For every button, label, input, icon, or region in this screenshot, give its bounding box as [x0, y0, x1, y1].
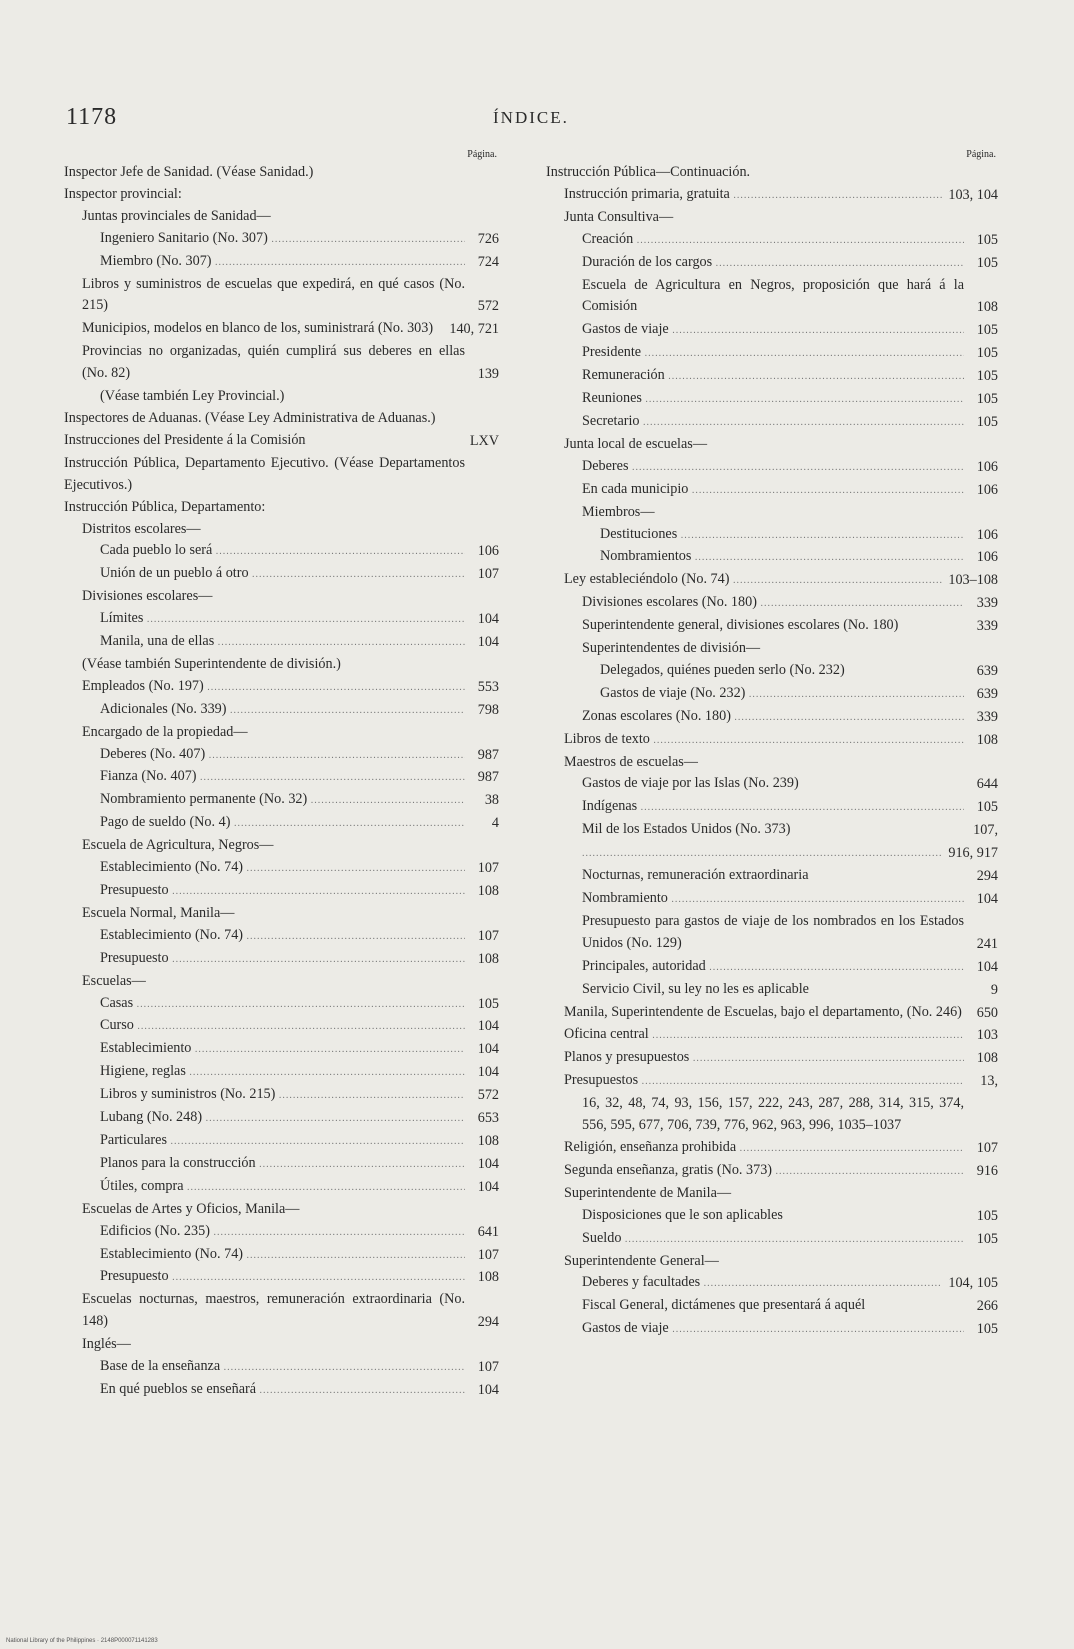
entry-text: Manila, Superintendente de Escuelas, bajo el departamento, (No. 246) — [564, 1003, 962, 1020]
entry-text: Unión de un pueblo á otro ..... — [100, 563, 465, 586]
index-entry — [64, 1176, 499, 1199]
entry-page-ref: 104, 105 — [948, 1275, 998, 1292]
entry-text: Escuelas nocturnas, maestros, remuneración extraordinaria (No. 148) — [82, 1291, 465, 1330]
entry-page-ref: 108 — [976, 731, 998, 748]
index-entry — [546, 162, 998, 184]
index-entry — [546, 1318, 998, 1341]
index-entry — [546, 729, 998, 752]
page-number: 1178 — [66, 104, 118, 130]
index-entry — [64, 925, 499, 948]
index-entry — [64, 341, 499, 386]
entry-text: Deberes (No. 407) ..... — [100, 744, 465, 767]
index-entry — [64, 206, 499, 228]
entry-page-ref: 105 — [976, 254, 998, 271]
entry-text: Manila, una de ellas ..... — [100, 631, 465, 654]
entry-text: Adicionales (No. 339) ..... — [100, 699, 465, 722]
entry-page-ref: 139 — [477, 366, 499, 383]
entry-text: Planos y presupuestos ..... — [564, 1047, 964, 1070]
entry-text: Pago de sueldo (No. 4) ..... — [100, 812, 465, 835]
index-entry — [64, 971, 499, 993]
entry-page-ref: 104 — [477, 1064, 499, 1081]
index-entry — [64, 835, 499, 857]
index-entry — [64, 162, 499, 184]
index-entry — [546, 1160, 998, 1183]
entry-text: Inspectores de Aduanas. (Véase Ley Administrativa de Aduanas.) — [64, 409, 436, 426]
index-entry — [64, 812, 499, 835]
entry-page-ref: 339 — [976, 595, 998, 612]
index-entry — [64, 430, 499, 453]
entry-page-ref: 106 — [976, 458, 998, 475]
index-entry — [546, 1047, 998, 1070]
index-entry — [546, 275, 998, 320]
index-entry — [64, 1038, 499, 1061]
entry-text: Gastos de viaje (No. 232) ..... — [600, 683, 964, 706]
entry-text: Presupuesto ..... — [100, 948, 465, 971]
entry-page-ref: 105 — [976, 345, 998, 362]
index-entry — [546, 1002, 998, 1025]
entry-text: Ley estableciéndolo (No. 74) ..... — [564, 569, 942, 592]
entry-page-ref: 339 — [976, 618, 998, 635]
entry-text: Distritos escolares— — [82, 520, 201, 537]
index-column-left — [64, 148, 499, 1402]
entry-text: Higiene, reglas ..... — [100, 1061, 465, 1084]
entry-text: Inspector provincial: — [64, 185, 182, 202]
index-entry — [64, 251, 499, 274]
entry-page-ref: 107 — [477, 1359, 499, 1376]
entry-text: Instrucción Pública, Departamento Ejecutivo. (Véase Departamentos Ejecutivos.) — [64, 454, 465, 493]
index-column-right — [546, 148, 998, 1341]
entry-text: Reuniones ..... — [582, 388, 964, 411]
index-entry — [64, 1015, 499, 1038]
entry-text: En qué pueblos se enseñará ..... — [100, 1379, 465, 1402]
entry-page-ref: 105 — [477, 995, 499, 1012]
entry-text: Útiles, compra ..... — [100, 1176, 465, 1199]
index-entry — [546, 706, 998, 729]
index-entry — [546, 1183, 998, 1205]
entry-text: (Véase también Ley Provincial.) — [100, 388, 285, 405]
entry-text: Instrucción primaria, gratuita ..... — [564, 184, 942, 207]
right-entry-list — [546, 162, 998, 1341]
entry-text: Límites ..... — [100, 608, 465, 631]
entry-text: Libros y suministros de escuelas que expedirá, en qué casos (No. 215) — [82, 275, 465, 314]
entry-page-ref: 639 — [976, 662, 998, 679]
index-entry — [64, 1221, 499, 1244]
entry-page-ref: 105 — [976, 1321, 998, 1338]
entry-page-ref: 108 — [976, 299, 998, 316]
entry-page-ref: 105 — [976, 413, 998, 430]
entry-page-ref: 104 — [976, 958, 998, 975]
index-entry — [546, 660, 998, 683]
index-entry — [64, 453, 499, 497]
entry-page-ref: 644 — [976, 776, 998, 793]
index-entry — [64, 699, 499, 722]
entry-text: (Véase también Superintendente de división.) — [82, 655, 341, 672]
index-entry — [546, 979, 998, 1002]
index-entry — [546, 434, 998, 456]
index-entry — [546, 1251, 998, 1273]
index-entry — [546, 229, 998, 252]
index-entry — [546, 819, 998, 842]
entry-page-ref: 107 — [477, 927, 499, 944]
entry-text: Principales, autoridad ..... — [582, 956, 964, 979]
index-entry — [546, 524, 998, 547]
entry-text: Establecimiento ..... — [100, 1038, 465, 1061]
index-entry — [64, 1107, 499, 1130]
index-entry — [546, 1295, 998, 1318]
entry-text: Deberes y facultades ..... — [582, 1272, 942, 1295]
index-entry — [546, 865, 998, 888]
entry-page-ref: 724 — [477, 253, 499, 270]
entry-text: Superintendente de Manila— — [564, 1184, 732, 1201]
pagina-column-label: Página. — [467, 149, 497, 160]
index-entry — [64, 948, 499, 971]
entry-text: Mil de los Estados Unidos (No. 373) — [582, 821, 791, 838]
index-entry — [64, 1289, 499, 1334]
index-entry — [546, 1024, 998, 1047]
index-entry — [546, 252, 998, 275]
index-entry — [64, 1061, 499, 1084]
index-entry — [64, 497, 499, 519]
entry-text: Empleados (No. 197) ..... — [82, 676, 465, 699]
index-entry — [64, 540, 499, 563]
index-entry — [64, 586, 499, 608]
entry-page-ref: 339 — [976, 708, 998, 725]
entry-page-ref: 104 — [477, 1155, 499, 1172]
entry-text: Divisiones escolares— — [82, 588, 213, 605]
entry-text: Indígenas ..... — [582, 796, 964, 819]
entry-page-ref: 104 — [477, 1041, 499, 1058]
entry-page-ref: 104 — [976, 891, 998, 907]
index-entry — [546, 411, 998, 434]
entry-page-ref: 106 — [477, 543, 499, 560]
entry-text: Nombramiento permanente (No. 32) ..... — [100, 789, 465, 812]
index-entry — [64, 386, 499, 408]
entry-text: Superintendente General— — [564, 1252, 719, 1269]
index-entry — [64, 1379, 499, 1402]
entry-text: Oficina central ..... — [564, 1024, 964, 1047]
index-entry — [546, 888, 998, 911]
entry-text: Nocturnas, remuneración extraordinaria — [582, 867, 809, 884]
index-entry — [546, 1093, 998, 1137]
index-entry — [64, 184, 499, 206]
entry-text: Particulares ..... — [100, 1130, 465, 1153]
entry-page-ref: 653 — [477, 1110, 499, 1127]
entry-text: Establecimiento (No. 74) ..... — [100, 925, 465, 948]
entry-page-ref: 572 — [477, 298, 499, 315]
entry-text: Remuneración ..... — [582, 365, 964, 388]
entry-page-ref: 38 — [484, 792, 499, 809]
entry-text: 16, 32, 48, 74, 93, 156, 157, 222, 243, 287, 288, 314, 315, 374, 556, 595, 677, 706, 739, 776, 962, 963, 996, 1035–1037 — [582, 1095, 964, 1134]
entry-page-ref: 107 — [477, 1246, 499, 1263]
index-entry — [64, 766, 499, 789]
index-entry — [546, 796, 998, 819]
entry-page-ref: 140, 721 — [449, 321, 499, 338]
index-entry — [546, 1228, 998, 1251]
entry-text: Inspector Jefe de Sanidad. (Véase Sanidad.) — [64, 164, 314, 180]
entry-text: Servicio Civil, su ley no les es aplicable — [582, 980, 809, 997]
index-entry — [64, 857, 499, 880]
entry-text: Municipios, modelos en blanco de los, suministrará (No. 303) — [82, 320, 434, 337]
entry-text: Fianza (No. 407) ..... — [100, 766, 465, 789]
entry-text: En cada municipio ..... — [582, 479, 964, 502]
entry-text: Presupuestos ..... — [564, 1070, 964, 1093]
entry-text: Curso ..... — [100, 1015, 465, 1038]
index-entry — [64, 1334, 499, 1356]
entry-page-ref: 241 — [976, 935, 998, 952]
entry-text: Junta local de escuelas— — [564, 435, 708, 452]
entry-text: Sueldo ..... — [582, 1228, 964, 1251]
entry-text: Creación ..... — [582, 229, 964, 252]
entry-text: Presupuesto para gastos de viaje de los nombrados en los Estados Unidos (No. 129) — [582, 912, 964, 951]
index-entry — [546, 456, 998, 479]
entry-text: Cada pueblo lo será ..... — [100, 540, 465, 563]
entry-page-ref: 108 — [477, 1269, 499, 1286]
entry-page-ref: 106 — [976, 549, 998, 566]
entry-text: Maestros de escuelas— — [564, 753, 698, 770]
entry-page-ref: 104 — [477, 611, 499, 628]
entry-text: Zonas escolares (No. 180) ..... — [582, 706, 964, 729]
entry-page-ref: 105 — [976, 322, 998, 339]
entry-text: Segunda enseñanza, gratis (No. 373) ..... — [564, 1160, 964, 1183]
entry-text: Religión, enseñanza prohibida ..... — [564, 1137, 964, 1160]
entry-page-ref: 105 — [976, 368, 998, 385]
entry-text: Presupuesto ..... — [100, 1266, 465, 1289]
entry-page-ref: 107, — [973, 822, 998, 839]
entry-text: Encargado de la propiedad— — [82, 723, 248, 740]
entry-page-ref: 107 — [477, 566, 499, 583]
index-entry — [546, 592, 998, 615]
entry-page-ref: 572 — [477, 1087, 499, 1104]
entry-page-ref: 13, — [980, 1073, 998, 1090]
entry-page-ref: 104 — [477, 634, 499, 651]
entry-text: Ingeniero Sanitario (No. 307) ..... — [100, 228, 465, 251]
entry-page-ref: LXV — [469, 432, 499, 449]
entry-text: Provincias no organizadas, quién cumplirá sus deberes en ellas (No. 82) — [82, 343, 465, 382]
entry-text: Edificios (No. 235) ..... — [100, 1221, 465, 1244]
entry-text: Superintendente general, divisiones escolares (No. 180) — [582, 617, 899, 634]
index-entry — [64, 1084, 499, 1107]
index-entry — [64, 1266, 499, 1289]
index-entry — [546, 752, 998, 774]
index-entry — [64, 228, 499, 251]
entry-page-ref: 105 — [976, 231, 998, 248]
index-entry — [64, 1130, 499, 1153]
entry-text: Duración de los cargos ..... — [582, 252, 964, 275]
index-entry — [546, 911, 998, 956]
entry-page-ref: 105 — [976, 799, 998, 816]
entry-text: Instrucciones del Presidente á la Comisión — [64, 431, 306, 448]
entry-text: Establecimiento (No. 74) ..... — [100, 857, 465, 880]
index-entry — [64, 563, 499, 586]
index-entry — [64, 1356, 499, 1379]
index-entry — [546, 842, 998, 865]
entry-page-ref: 107 — [477, 860, 499, 877]
index-entry — [546, 773, 998, 796]
entry-page-ref: 916 — [976, 1162, 998, 1179]
index-entry — [64, 1199, 499, 1221]
entry-text: Instrucción Pública, Departamento: — [64, 498, 266, 515]
entry-text: Planos para la construcción ..... — [100, 1153, 465, 1176]
entry-page-ref: 726 — [477, 230, 499, 247]
entry-text: Escuela de Agricultura en Negros, proposición que hará á la Comisión — [582, 276, 964, 315]
index-entry — [64, 722, 499, 744]
index-entry — [546, 207, 998, 229]
entry-text: Disposiciones que le son aplicables — [582, 1206, 783, 1223]
pagina-column-label: Página. — [966, 149, 996, 160]
index-entry — [546, 683, 998, 706]
entry-page-ref: 106 — [976, 481, 998, 498]
entry-text: Miembros— — [582, 503, 655, 520]
entry-page-ref: 4 — [491, 815, 499, 832]
index-entry — [546, 1070, 998, 1093]
index-entry — [546, 1272, 998, 1295]
entry-text: Gastos de viaje ..... — [582, 1318, 964, 1341]
entry-text: Libros de texto ..... — [564, 729, 964, 752]
entry-page-ref: 108 — [477, 1132, 499, 1149]
entry-page-ref: 104 — [477, 1178, 499, 1195]
entry-page-ref: 108 — [477, 883, 499, 899]
entry-page-ref: 106 — [976, 526, 998, 543]
entry-text: Divisiones escolares (No. 180) ..... — [582, 592, 964, 615]
entry-page-ref: 103 — [976, 1027, 998, 1044]
index-entry — [64, 408, 499, 430]
entry-text: Inglés— — [82, 1336, 131, 1353]
entry-text: Libros y suministros (No. 215) ..... — [100, 1084, 465, 1107]
entry-page-ref: 9 — [990, 981, 998, 998]
entry-text: Instrucción Pública—Continuación. — [546, 164, 751, 180]
entry-page-ref: 108 — [477, 950, 499, 967]
index-entry — [546, 1137, 998, 1160]
entry-text: Junta Consultiva— — [564, 208, 674, 225]
running-head: ÍNDICE. — [493, 108, 569, 127]
entry-page-ref: 916, 917 — [948, 845, 998, 862]
index-entry — [546, 638, 998, 660]
entry-text: Base de la enseñanza ..... — [100, 1356, 465, 1379]
index-entry — [64, 744, 499, 767]
entry-text: Delegados, quiénes pueden serlo (No. 232) — [600, 661, 845, 678]
entry-text: Gastos de viaje por las Islas (No. 239) — [582, 775, 799, 792]
index-entry — [64, 631, 499, 654]
entry-text: Juntas provinciales de Sanidad— — [82, 207, 271, 224]
entry-text: Destituciones ..... — [600, 524, 964, 547]
entry-page-ref: 641 — [477, 1223, 499, 1240]
entry-page-ref: 105 — [976, 1230, 998, 1247]
entry-text: Casas ..... — [100, 993, 465, 1016]
index-entry — [546, 1205, 998, 1228]
entry-text: Presupuesto ..... — [100, 880, 465, 903]
footer-imprint: National Library of the Philippines · 2148P000071141283 — [6, 1638, 158, 1644]
index-entry — [64, 880, 499, 903]
entry-page-ref: 987 — [477, 769, 499, 786]
index-entry — [64, 903, 499, 925]
index-entry — [64, 993, 499, 1016]
index-entry — [546, 184, 998, 207]
entry-page-ref: 103–108 — [948, 572, 998, 589]
index-entry — [546, 342, 998, 365]
entry-text: Presidente ..... — [582, 342, 964, 365]
entry-page-ref: 294 — [976, 868, 998, 885]
index-entry — [64, 318, 499, 341]
entry-text: Nombramiento ..... — [582, 888, 964, 911]
entry-page-ref: 798 — [477, 701, 499, 718]
index-entry — [64, 608, 499, 631]
entry-text: Gastos de viaje ..... — [582, 319, 964, 342]
entry-text: Escuelas— — [82, 972, 146, 989]
entry-page-ref: 105 — [976, 391, 998, 408]
index-entry — [546, 388, 998, 411]
entry-text: Superintendentes de división— — [582, 640, 761, 657]
entry-text: Lubang (No. 248) ..... — [100, 1107, 465, 1130]
entry-text: Miembro (No. 307) ..... — [100, 251, 465, 274]
index-entry — [546, 479, 998, 502]
entry-page-ref: 104 — [477, 1381, 499, 1398]
index-entry — [64, 1244, 499, 1267]
index-entry — [546, 502, 998, 524]
entry-page-ref: 639 — [976, 685, 998, 702]
index-entry — [64, 274, 499, 319]
entry-page-ref: 553 — [477, 678, 499, 695]
index-entry — [546, 365, 998, 388]
entry-text: Secretario ..... — [582, 411, 964, 434]
entry-text: Nombramientos ..... — [600, 546, 964, 569]
entry-page-ref: 107 — [976, 1139, 998, 1156]
index-entry — [546, 319, 998, 342]
entry-page-ref: 266 — [976, 1298, 998, 1315]
left-entry-list — [64, 162, 499, 1402]
entry-page-ref: 294 — [477, 1314, 499, 1331]
entry-page-ref: 987 — [477, 746, 499, 763]
entry-text: Fiscal General, dictámenes que presentará á aquél — [582, 1297, 866, 1314]
index-entry — [546, 615, 998, 638]
index-entry — [546, 546, 998, 569]
entry-page-ref: 105 — [976, 1207, 998, 1224]
entry-page-ref: 103, 104 — [948, 186, 998, 203]
entry-page-ref: 104 — [477, 1018, 499, 1035]
entry-text: Escuela Normal, Manila— — [82, 904, 235, 921]
entry-text: Deberes ..... — [582, 456, 964, 479]
entry-page-ref: 108 — [976, 1050, 998, 1067]
entry-text — [582, 842, 942, 865]
index-entry — [64, 654, 499, 676]
entry-text: Escuela de Agricultura, Negros— — [82, 837, 274, 854]
index-entry — [64, 789, 499, 812]
entry-page-ref: 650 — [976, 1004, 998, 1021]
index-entry — [64, 1153, 499, 1176]
index-entry — [546, 569, 998, 592]
index-entry — [64, 676, 499, 699]
index-entry — [64, 519, 499, 541]
entry-text: Establecimiento (No. 74) ..... — [100, 1244, 465, 1267]
index-entry — [546, 956, 998, 979]
entry-text: Escuelas de Artes y Oficios, Manila— — [82, 1200, 300, 1217]
